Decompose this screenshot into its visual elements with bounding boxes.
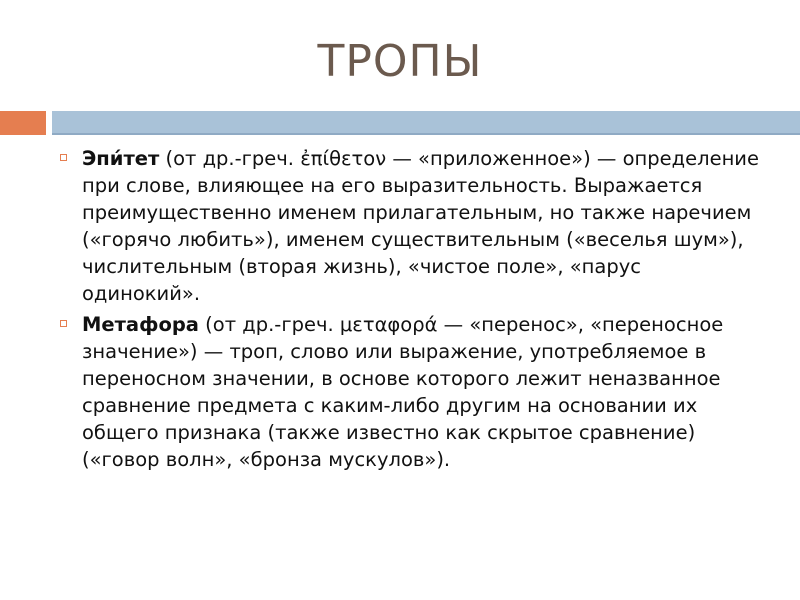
term-epithet: Эпи́тет xyxy=(82,147,160,170)
square-bullet-icon xyxy=(60,154,67,161)
list-item-epithet xyxy=(60,145,760,307)
slide-body xyxy=(60,145,760,477)
title-divider-line xyxy=(52,133,800,135)
definition-epithet: (от др.-греч. ἐπίθετον — «приложенное») — определение при слове, влияющее на его выразительность. Выражается преимущественно именем прилагательным, но также наречием («горячо любить»), именем существительным («веселья шум»), числительным (вторая жизнь), «чистое поле», «парус одинокий». xyxy=(82,147,759,305)
title-divider-bar xyxy=(52,111,800,135)
accent-bar xyxy=(0,111,46,135)
term-metaphor: Метафора xyxy=(82,313,199,336)
list-item-metaphor xyxy=(60,311,760,473)
definition-metaphor: (от др.-греч. μεταφορά — «перенос», «переносное значение») — троп, слово или выражение, употребляемое в переносном значении, в основе которого лежит неназванное сравнение предмета с каким-либо другим на основании их общего признака (также известно как скрытое сравнение) («говор волн», «бронза мускулов»). xyxy=(82,313,724,471)
slide-title: ТРОПЫ xyxy=(317,36,483,87)
square-bullet-icon xyxy=(60,320,67,327)
